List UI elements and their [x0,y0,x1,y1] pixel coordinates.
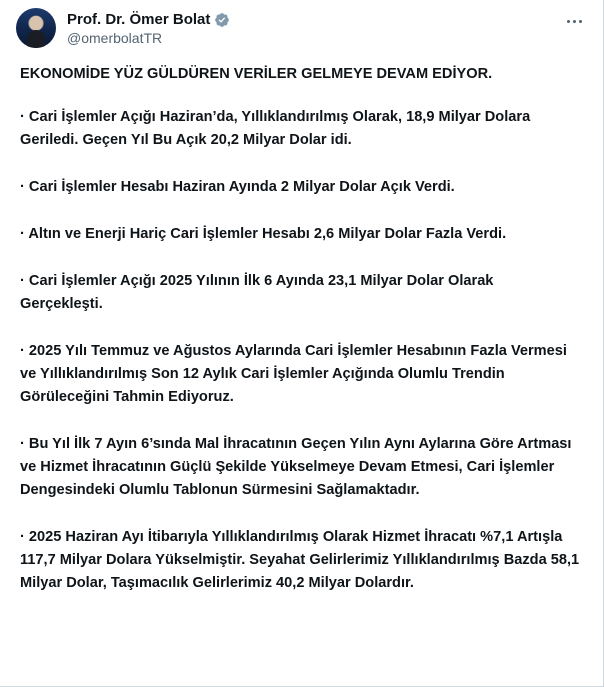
avatar-body [27,30,45,48]
tweet-bullet: · 2025 Yılı Temmuz ve Ağustos Aylarında Cari İşlemler Hesabının Fazla Vermesi ve Yıllıklandırılmış Son 12 Aylık Cari İşlemler Açığında Olumlu Trendin Görüleceğini Tahmin Ediyoruz. [20,343,567,405]
verified-badge-icon [214,12,230,28]
tweet-bullet: · Cari İşlemler Hesabı Haziran Ayında 2 Milyar Dolar Açık Verdi. [20,179,455,195]
tweet-bullet: · Bu Yıl İlk 7 Ayın 6’sında Mal İhracatının Geçen Yılın Aynı Aylarına Göre Artması ve Hizmet İhracatının Güçlü Şekilde Yükselmeye Devam Etmesi, Cari İşlemler Dengesindeki Olumlu Tablonun Sürmesini Sağlamaktadır. [20,436,572,498]
author-name-row [67,11,230,28]
tweet-header [14,8,589,52]
tweet-text [20,63,580,619]
more-dot [579,20,582,23]
avatar-head [30,16,42,30]
tweet-headline: EKONOMİDE YÜZ GÜLDÜREN VERİLER GELMEYE DEVAM EDİYOR. [20,66,493,82]
author-handle[interactable]: @omerbolatTR [67,30,163,46]
tweet-bullet: · 2025 Haziran Ayı İtibarıyla Yıllıklandırılmış Olarak Hizmet İhracatı %7,1 Artışla 117,7 Milyar Dolara Yükselmiştir. Seyahat Gelirlerimiz Yıllıklandırılmış Bazda 58,1 Milyar Dolar, Taşımacılık Gelirlerimiz 40,2 Milyar Dolardır. [20,529,580,591]
author-avatar[interactable] [16,8,56,48]
tweet-bullet: · Cari İşlemler Açığı Haziran’da, Yıllıklandırılmış Olarak, 18,9 Milyar Dolara Geriledi. Geçen Yıl Bu Açık 20,2 Milyar Dolar idi. [20,109,531,148]
more-dot [573,20,576,23]
author-name[interactable]: Prof. Dr. Ömer Bolat [67,11,211,28]
more-options-icon[interactable] [563,12,585,30]
tweet-bullet: · Cari İşlemler Açığı 2025 Yılının İlk 6 Ayında 23,1 Milyar Dolar Olarak Gerçekleşti. [20,273,494,312]
more-dot [567,20,570,23]
tweet-bullet: · Altın ve Enerji Hariç Cari İşlemler Hesabı 2,6 Milyar Dolar Fazla Verdi. [20,226,507,242]
